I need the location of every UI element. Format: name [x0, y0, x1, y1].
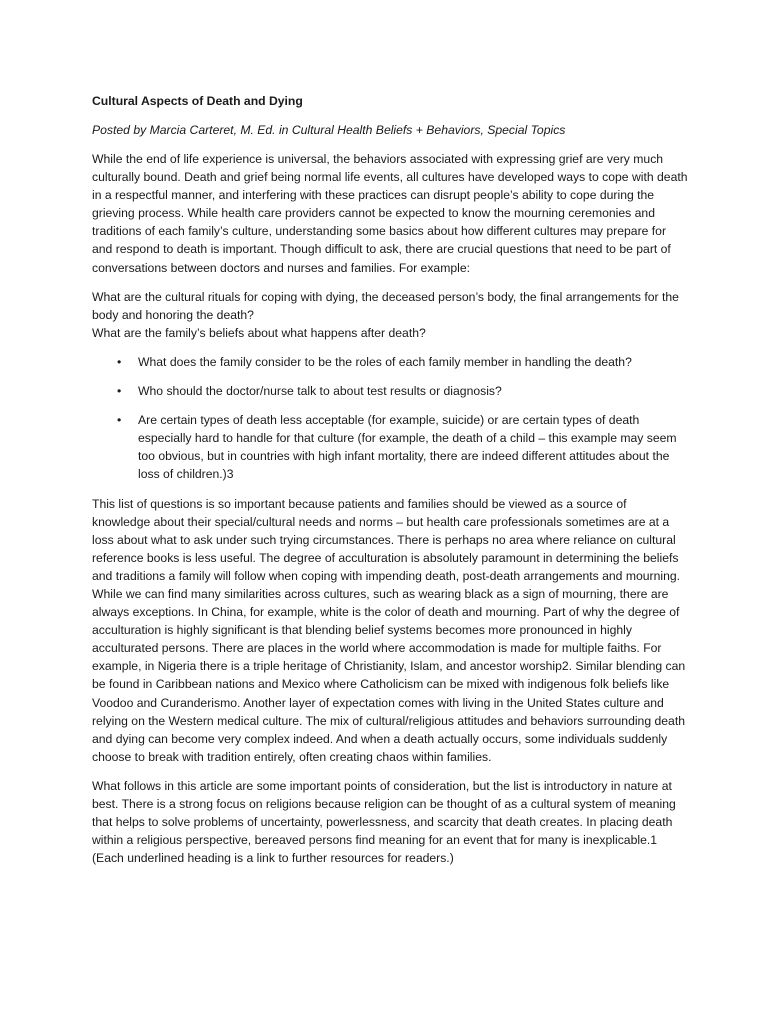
- intro-paragraph: While the end of life experience is universal, the behaviors associated with expressing grief are very much culturally bound. Death and grief being normal life events, all cultures have developed ways to cope with death in a respectful manner, and interfering with these practices can disrupt people’s ability to cope during the grieving process. While health care providers cannot be expected to know the mourning ceremonies and traditions of each family’s culture, understanding some basics about how different cultures may prepare for and respond to death is important. Though difficult to ask, there are crucial questions that need to be part of conversations between doctors and nurses and families. For example:: [92, 152, 688, 275]
- question-block: [92, 288, 688, 342]
- bullet-icon: •: [117, 384, 122, 399]
- list-item-text: Who should the doctor/nurse talk to about test results or diagnosis?: [138, 384, 502, 399]
- question-bullet-list: [92, 353, 688, 484]
- list-item: [92, 382, 688, 400]
- list-item: [92, 411, 688, 483]
- list-item-text: Are certain types of death less acceptable (for example, suicide) or are certain types of death especially hard to handle for that culture (for example, the death of a child – this example may seem too obvious, but in countries with high infant mortality, there are indeed different attitudes about the loss of children.)3: [138, 413, 677, 482]
- religion-paragraph: What follows in this article are some important points of consideration, but the list is introductory in nature at best. There is a strong focus on religions because religion can be thought of as a cultural system of meaning that helps to solve problems of uncertainty, powerlessness, and scarcity that death creates. In placing death within a religious perspective, bereaved persons find meaning for an event that for many is inexplicable.1 (Each underlined heading is a link to further resources for readers.): [92, 778, 676, 866]
- question-rituals: What are the cultural rituals for coping with dying, the deceased person’s body, the final arrangements for the body and honoring the death?: [92, 289, 679, 322]
- article-byline: Posted by Marcia Carteret, M. Ed. in Cultural Health Beliefs + Behaviors, Special Topics: [92, 123, 566, 137]
- article-title: Cultural Aspects of Death and Dying: [92, 94, 303, 108]
- acculturation-paragraph: This list of questions is so important because patients and families should be viewed as a source of knowledge about their special/cultural needs and norms – but health care professionals sometimes are at a loss about what to ask under such trying circumstances. There is perhaps no area where reliance on cultural reference books is less useful. The degree of acculturation is absolutely paramount in determining the beliefs and traditions a family will follow when coping with impending death, post-death arrangements and mourning. While we can find many similarities across cultures, such as wearing black as a sign of mourning, there are always exceptions. In China, for example, white is the color of death and mourning. Part of why the degree of acculturation is highly significant is that blending belief systems becomes more pronounced in highly acculturated persons. There are places in the world where accommodation is made for multiple faiths. For example, in Nigeria there is a triple heritage of Christianity, Islam, and ancestor worship2. Similar blending can be found in Caribbean nations and Mexico where Catholicism can be mixed with indigenous folk beliefs like Voodoo and Curanderismo. Another layer of expectation comes with living in the United States culture and relying on the Western medical culture. The mix of cultural/religious attitudes and behaviors surrounding death and dying can become very complex indeed. And when a death actually occurs, some individuals suddenly choose to break with tradition entirely, often creating chaos within families.: [92, 496, 686, 764]
- question-beliefs: What are the family’s beliefs about what happens after death?: [92, 325, 426, 340]
- list-item: [92, 353, 688, 371]
- bullet-icon: •: [117, 413, 122, 428]
- list-item-text: What does the family consider to be the roles of each family member in handling the death?: [138, 354, 632, 369]
- bullet-icon: •: [117, 354, 122, 369]
